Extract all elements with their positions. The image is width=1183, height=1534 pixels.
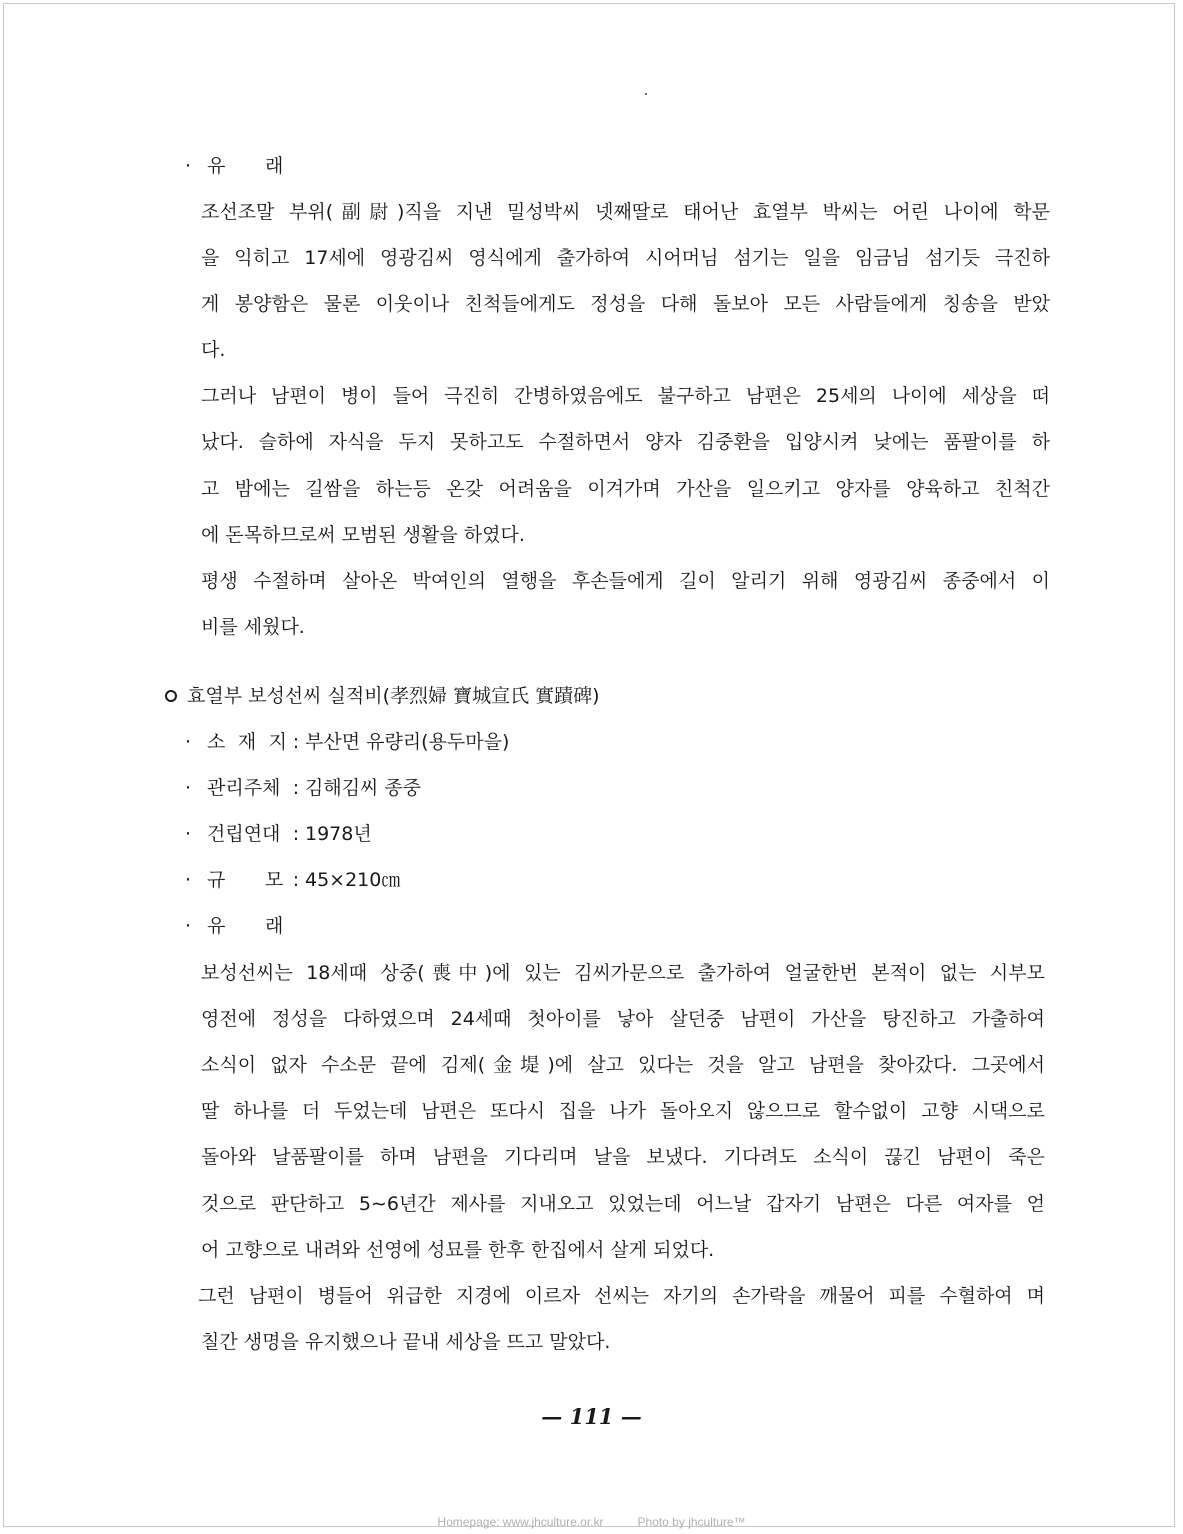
footer-homepage: Homepage: www.jhculture.or.kr	[437, 1515, 604, 1529]
bullet-dot-icon: ·	[185, 869, 192, 891]
info-row-size: · 규 모 : 45×210㎝	[185, 869, 401, 891]
bullet-dot-icon: ·	[185, 155, 192, 177]
paragraph-line: 게 봉양함은 물론 이웃이나 친척들에게도 정성을 다해 돌보아 모든 사람들에게 칭송을 받았	[201, 293, 1050, 315]
paragraph-line: 에 돈목하므로써 모범된 생활을 하였다.	[201, 524, 525, 546]
origin-bullet-2: · 유 래	[185, 915, 284, 937]
paragraph-line: 보성선씨는 18세때 상중(喪中)에 있는 김씨가문으로 출가하여 얼굴한번 본적이 없는 시부모	[201, 962, 1045, 984]
paragraph-line: 그러나 남편이 병이 들어 극진히 간병하였음에도 불구하고 남편은 25세의 나이에 세상을 떠	[201, 385, 1050, 407]
scan-speck	[645, 93, 647, 95]
bullet-dot-icon: ·	[185, 777, 192, 799]
paragraph-line: 것으로 판단하고 5∼6년간 제사를 지내오고 있었는데 어느날 갑자기 남편은 다른 여자를 얻	[201, 1193, 1045, 1215]
paragraph-line: 딸 하나를 더 두었는데 남편은 또다시 집을 나가 돌아오지 않으므로 할수없이 고향 시댁으로	[201, 1100, 1045, 1122]
info-row-manager: · 관리주체 : 김해김씨 종중	[185, 777, 422, 799]
paragraph-line: 고 밤에는 길쌈을 하는등 온갖 어려움을 이겨가며 가산을 일으키고 양자를 양육하고 친척간	[201, 478, 1050, 500]
page-number: — 111 —	[541, 1404, 642, 1429]
paragraph-line: 영전에 정성을 다하였으며 24세때 첫아이를 낳아 살던중 남편이 가산을 탕진하고 가출하여	[201, 1008, 1045, 1030]
footer	[0, 1515, 1183, 1529]
origin-bullet-1: · 유 래	[185, 155, 284, 177]
footer-photo-credit: Photo by jhculture™	[637, 1515, 746, 1529]
paragraph-line: 조선조말 부위(副尉)직을 지낸 밀성박씨 넷째딸로 태어난 효열부 박씨는 어린 나이에 학문	[201, 201, 1050, 223]
paragraph-line: 소식이 없자 수소문 끝에 김제(金堤)에 살고 있다는 것을 알고 남편을 찾아갔다. 그곳에서	[201, 1054, 1045, 1076]
paragraph-line: 평생 수절하며 살아온 박여인의 열행을 후손들에게 길이 알리기 위해 영광김씨 종중에서 이	[201, 570, 1050, 592]
paragraph-line: 비를 세웠다.	[201, 616, 305, 638]
circle-bullet-icon	[165, 690, 177, 702]
paragraph-line: 다.	[201, 339, 226, 361]
paragraph-line: 어 고향으로 내려와 선영에 성묘를 한후 한집에서 살게 되었다.	[201, 1239, 715, 1261]
info-row-year: · 건립연대 : 1978년	[185, 823, 372, 845]
paragraph-line: 칠간 생명을 유지했으나 끝내 세상을 뜨고 말았다.	[201, 1331, 611, 1353]
paragraph-line: 을 익히고 17세에 영광김씨 영식에게 출가하여 시어머님 섬기는 일을 임금님 섬기듯 극진하	[201, 247, 1050, 269]
bullet-dot-icon: ·	[185, 823, 192, 845]
bullet-dot-icon: ·	[185, 915, 192, 937]
paragraph-line: 돌아와 날품팔이를 하며 남편을 기다리며 날을 보냈다. 기다려도 소식이 끊긴 남편이 죽은	[201, 1146, 1045, 1168]
section-heading: 효열부 보성선씨 실적비(孝烈婦 寶城宣氏 實蹟碑)	[165, 684, 600, 708]
bullet-dot-icon: ·	[185, 731, 192, 753]
paragraph-line: 그런 남편이 병들어 위급한 지경에 이르자 선씨는 자기의 손가락을 깨물어 피를 수혈하여 며	[198, 1285, 1045, 1307]
info-row-location: · 소 재 지 : 부산면 유량리(용두마을)	[185, 731, 510, 753]
paragraph-line: 났다. 슬하에 자식을 두지 못하고도 수절하면서 양자 김중환을 입양시켜 낮에는 품팔이를 하	[201, 431, 1050, 453]
